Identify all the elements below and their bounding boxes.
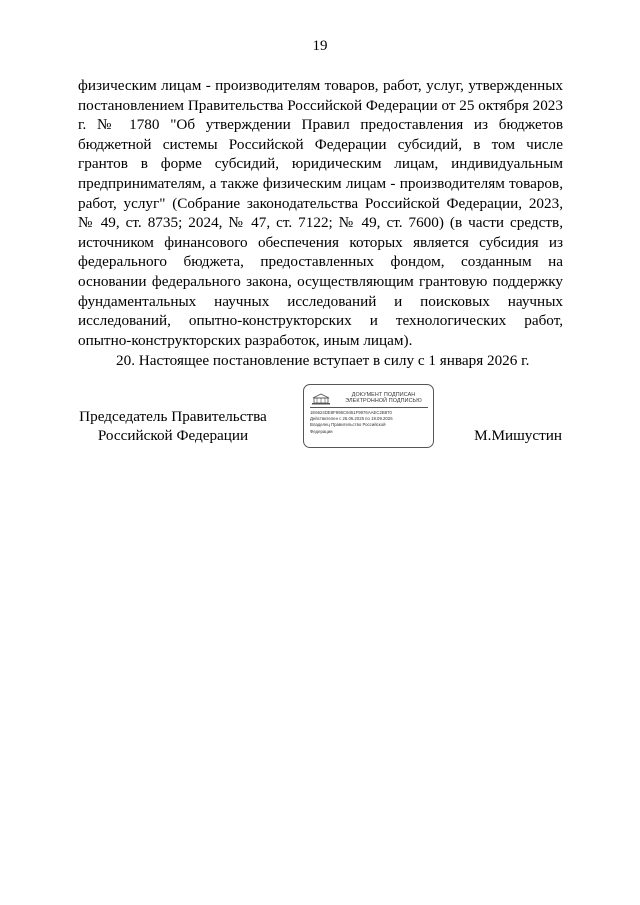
stamp-divider (310, 407, 428, 408)
position-line-2: Российской Федерации (97, 427, 249, 444)
stamp-title-line-2: ЭЛЕКТРОННОЙ ПОДПИСЬЮ (345, 398, 422, 405)
certificate-validity: Действителен с 26.06.2025 по 19.09.2026 (310, 416, 393, 422)
position-line-1: Председатель Правительства (79, 408, 267, 425)
signatory-position (78, 407, 268, 445)
stamp-details (310, 410, 430, 435)
stamp-title-line-1: ДОКУМЕНТ ПОДПИСАН (351, 392, 416, 398)
certificate-number: 1E6624DE8F995C9451F9976AAEC2B870 (310, 410, 392, 415)
body-paragraph: физическим лицам - производителям товаров, работ, услуг, утвержденных постановлением Правительства Российской Федерации от 25 октября 2023 г. № 1780 "Об утверждении Правил предоставления из бюджетов бюджетной системы Российской Федерации субсидий, в том числе грантов в форме субсидий, юридическим лицам, индивидуальным предпринимателям, а также физическим лицам - производителям товаров, работ, услуг" (Собрание законодательства Российской Федерации, 2023, № 49, ст. 8735; 2024, № 47, ст. 7122; № 49, ст. 7600) (в части средств, источником финансового обеспечения которых является субсидия из федерального бюджета, предоставленных фондом, созданным на основании федерального закона, осуществляющим грантовую поддержку фундаментальных научных исследований и поисковых научных исследований, опытно-конструкторских и технологических работ, опытно-конструкторских разработок, иным лицам). (78, 77, 563, 349)
page-number: 19 (312, 38, 328, 54)
final-paragraph: 20. Настоящее постановление вступает в силу с 1 января 2026 г. (116, 352, 530, 369)
stamp-title (336, 392, 431, 405)
government-building-icon (311, 393, 331, 405)
electronic-signature-stamp (303, 384, 434, 448)
certificate-owner-line-2: Федерации (310, 428, 333, 434)
signatory-name: М.Мишустин (474, 427, 562, 444)
certificate-owner-line-1: Владелец Правительство Российской (310, 422, 386, 428)
